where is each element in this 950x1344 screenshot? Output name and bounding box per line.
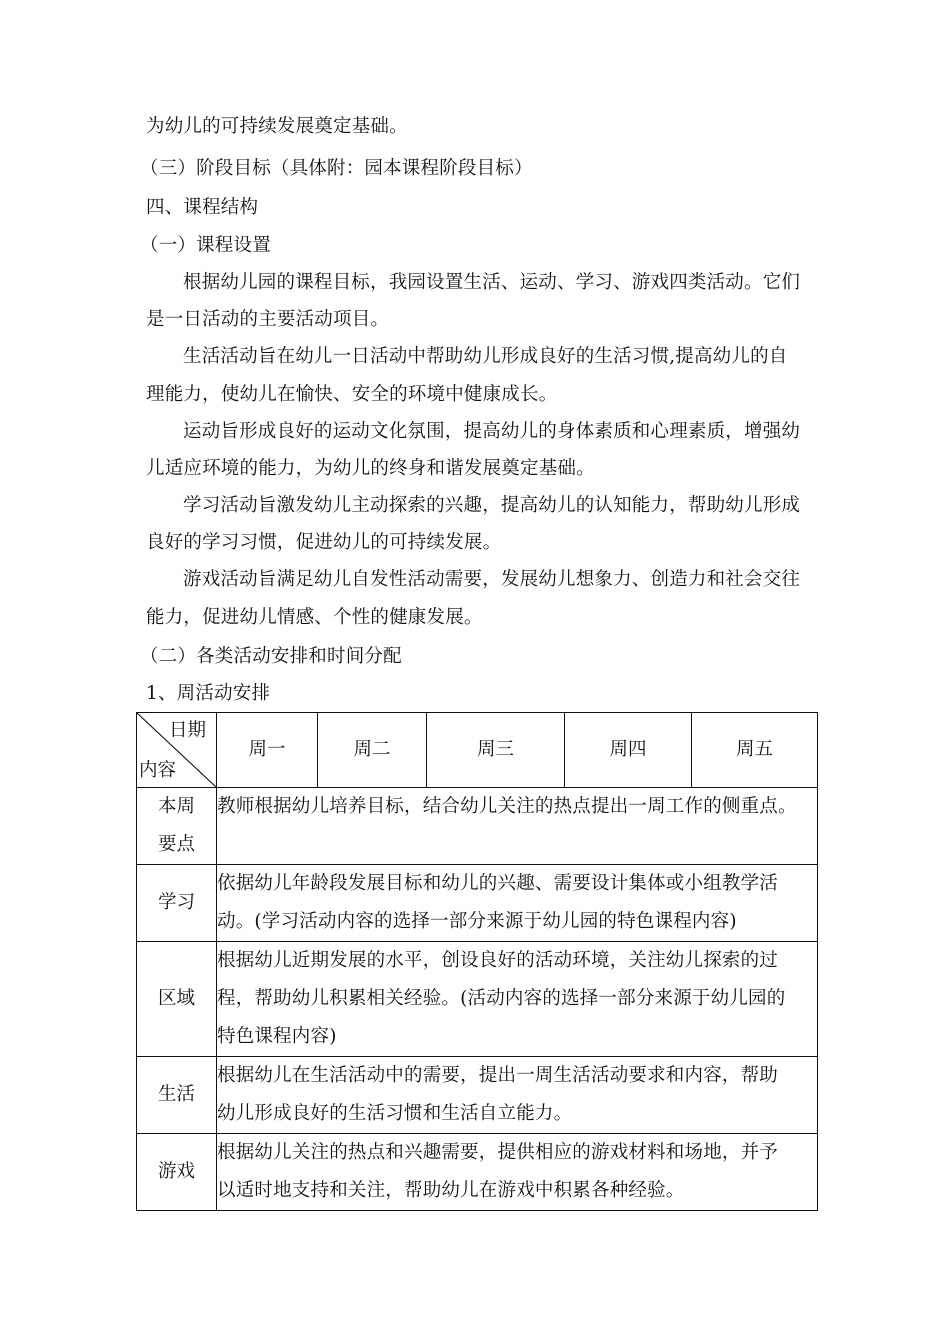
paragraph-line: 理能力，使幼儿在愉快、安全的环境中健康成长。 [146, 384, 558, 405]
content-line: 幼儿形成良好的生活习惯和生活自立能力。 [217, 1103, 573, 1124]
paragraph-line: 学习活动旨激发幼儿主动探索的兴趣，提高幼儿的认知能力，帮助幼儿形成 [183, 495, 801, 516]
table-row [137, 788, 818, 865]
row-label-line: 要点 [157, 834, 195, 855]
corner-date-label: 日期 [168, 720, 206, 741]
row-content-life [217, 1057, 818, 1134]
row-label-weekly-focus [137, 788, 217, 865]
table-row [137, 942, 818, 1057]
content-line: 动。(学习活动内容的选择一部分来源于幼儿园的特色课程内容) [217, 911, 737, 932]
content-line: 根据幼儿近期发展的水平，创设良好的活动环境，关注幼儿探索的过 [217, 950, 779, 971]
row-label-learning: 学习 [137, 865, 217, 942]
table-row [137, 865, 818, 942]
row-content-learning [217, 865, 818, 942]
paragraph-line: 运动旨形成良好的运动文化氛围，提高幼儿的身体素质和心理素质，增强幼 [183, 421, 801, 442]
section-heading-stage-goals: （三）阶段目标（具体附：园本课程阶段目标） [140, 158, 533, 179]
row-label-area: 区域 [137, 942, 217, 1057]
paragraph-line: 儿适应环境的能力，为幼儿的终身和谐发展奠定基础。 [146, 458, 595, 479]
content-line: 特色课程内容) [217, 1026, 337, 1047]
content-line: 教师根据幼儿培养目标，结合幼儿关注的热点提出一周工作的侧重点。 [217, 796, 797, 817]
content-line: 根据幼儿在生活活动中的需要，提出一周生活活动要求和内容，帮助 [217, 1065, 779, 1086]
weekly-schedule-table [136, 712, 818, 1211]
table-header-row [137, 713, 818, 788]
section-heading-course-structure: 四、课程结构 [146, 197, 259, 218]
paragraph-line: 游戏活动旨满足幼儿自发性活动需要，发展幼儿想象力、创造力和社会交往 [183, 569, 801, 590]
row-label-life: 生活 [137, 1057, 217, 1134]
section-heading-activity-schedule: （二）各类活动安排和时间分配 [140, 646, 402, 667]
content-line: 程，帮助幼儿积累相关经验。(活动内容的选择一部分来源于幼儿园的 [217, 988, 786, 1009]
day-header-wed: 周三 [427, 713, 565, 788]
paragraph-line: 根据幼儿园的课程目标，我园设置生活、运动、学习、游戏四类活动。它们 [183, 272, 801, 293]
content-line: 以适时地支持和关注，帮助幼儿在游戏中积累各种经验。 [217, 1180, 685, 1201]
corner-content-label: 内容 [139, 760, 177, 781]
paragraph-line: 能力，促进幼儿情感、个性的健康发展。 [146, 607, 483, 628]
section-heading-course-setup: （一）课程设置 [140, 235, 271, 256]
row-label-game: 游戏 [137, 1134, 217, 1211]
row-label-line: 本周 [157, 796, 195, 817]
table-row [137, 1057, 818, 1134]
day-header-thu: 周四 [565, 713, 692, 788]
row-content-game [217, 1134, 818, 1211]
content-line: 依据幼儿年龄段发展目标和幼儿的兴趣、需要设计集体或小组教学活 [217, 873, 779, 894]
day-header-tue: 周二 [318, 713, 427, 788]
paragraph-line: 生活活动旨在幼儿一日活动中帮助幼儿形成良好的生活习惯,提高幼儿的自 [183, 346, 788, 367]
table-row [137, 1134, 818, 1211]
corner-header-cell [137, 713, 217, 788]
paragraph-line: 良好的学习习惯，促进幼儿的可持续发展。 [146, 532, 502, 553]
paragraph-line: 是一日活动的主要活动项目。 [146, 309, 390, 330]
row-content-weekly-focus [217, 788, 818, 865]
day-header-fri: 周五 [692, 713, 818, 788]
section-heading-weekly-schedule: 1、周活动安排 [146, 683, 271, 704]
day-header-mon: 周一 [217, 713, 318, 788]
paragraph-line: 为幼儿的可持续发展奠定基础。 [146, 116, 408, 137]
row-content-area [217, 942, 818, 1057]
content-line: 根据幼儿关注的热点和兴趣需要，提供相应的游戏材料和场地，并予 [217, 1142, 779, 1163]
